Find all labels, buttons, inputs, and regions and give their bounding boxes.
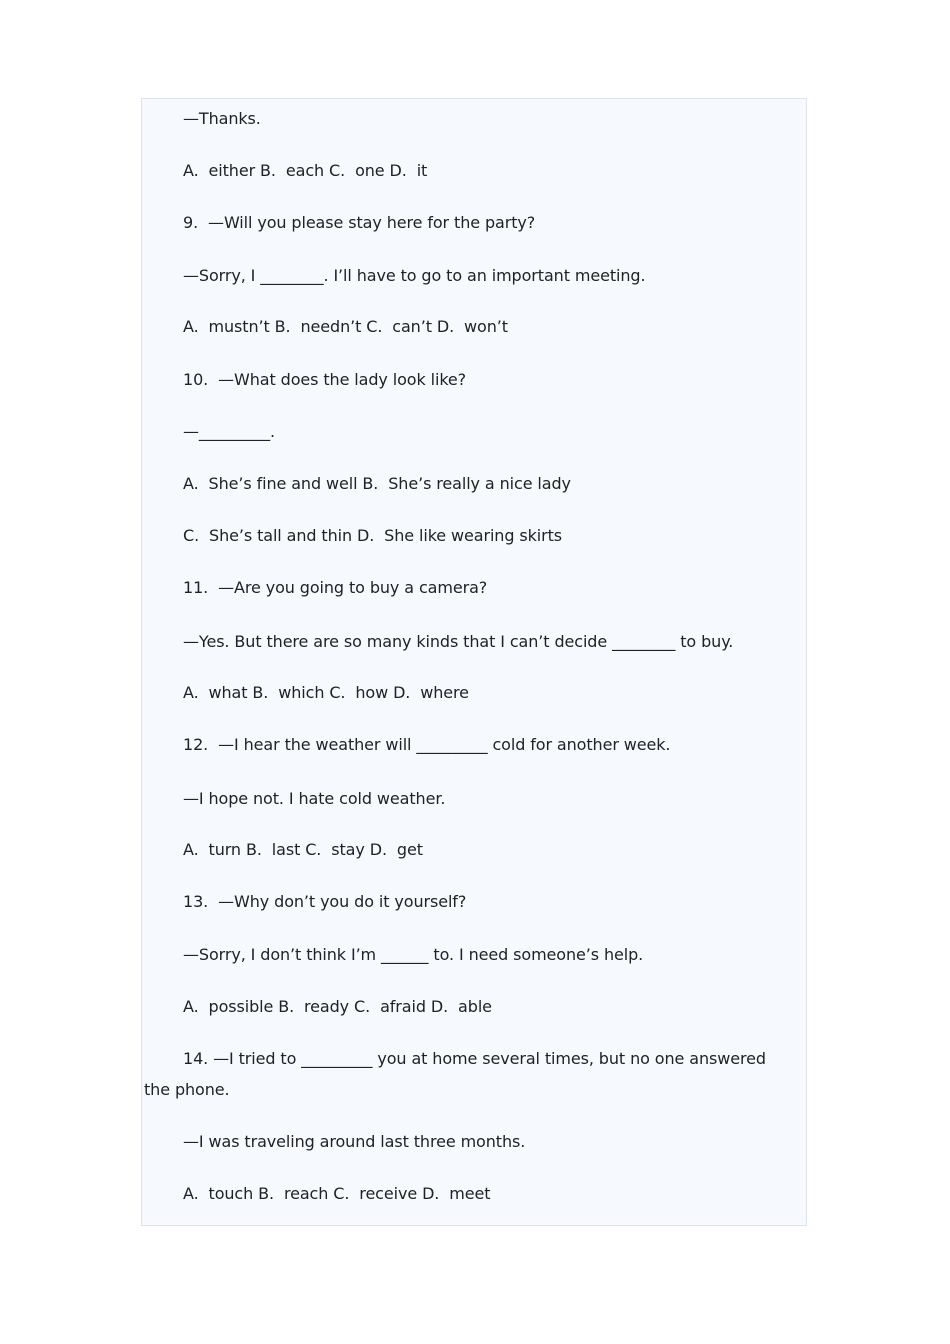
answer-line-q14: —I was traveling around last three months. bbox=[183, 1132, 526, 1151]
question-13: 13. —Why don’t you do it yourself? bbox=[183, 892, 467, 911]
options-q12: A. turn B. last C. stay D. get bbox=[183, 840, 423, 859]
question-10: 10. —What does the lady look like? bbox=[183, 370, 467, 389]
question-11: 11. —Are you going to buy a camera? bbox=[183, 578, 488, 597]
question-9: 9. —Will you please stay here for the party? bbox=[183, 213, 536, 232]
question-12: 12. —I hear the weather will _________ cold for another week. bbox=[183, 735, 671, 754]
answer-line-q11: —Yes. But there are so many kinds that I can’t decide ________ to buy. bbox=[183, 632, 734, 651]
options-q13: A. possible B. ready C. afraid D. able bbox=[183, 997, 492, 1016]
options-q11: A. what B. which C. how D. where bbox=[183, 683, 469, 702]
answer-line-q13: —Sorry, I don’t think I’m ______ to. I need someone’s help. bbox=[183, 945, 644, 964]
answer-line-q12: —I hope not. I hate cold weather. bbox=[183, 789, 446, 808]
options-q8: A. either B. each C. one D. it bbox=[183, 161, 428, 180]
answer-line-q10: —_________. bbox=[183, 422, 275, 441]
options-q14: A. touch B. reach C. receive D. meet bbox=[183, 1184, 491, 1203]
options-q10-cd: C. She’s tall and thin D. She like wearing skirts bbox=[183, 526, 563, 545]
answer-line-q9: —Sorry, I ________. I’ll have to go to an important meeting. bbox=[183, 266, 646, 285]
options-q10-ab: A. She’s fine and well B. She’s really a nice lady bbox=[183, 474, 571, 493]
answer-line-thanks: —Thanks. bbox=[183, 109, 261, 128]
options-q9: A. mustn’t B. needn’t C. can’t D. won’t bbox=[183, 317, 508, 336]
question-14: 14. —I tried to _________ you at home several times, but no one answered the phone. bbox=[144, 1049, 766, 1099]
document-panel bbox=[141, 98, 807, 1226]
